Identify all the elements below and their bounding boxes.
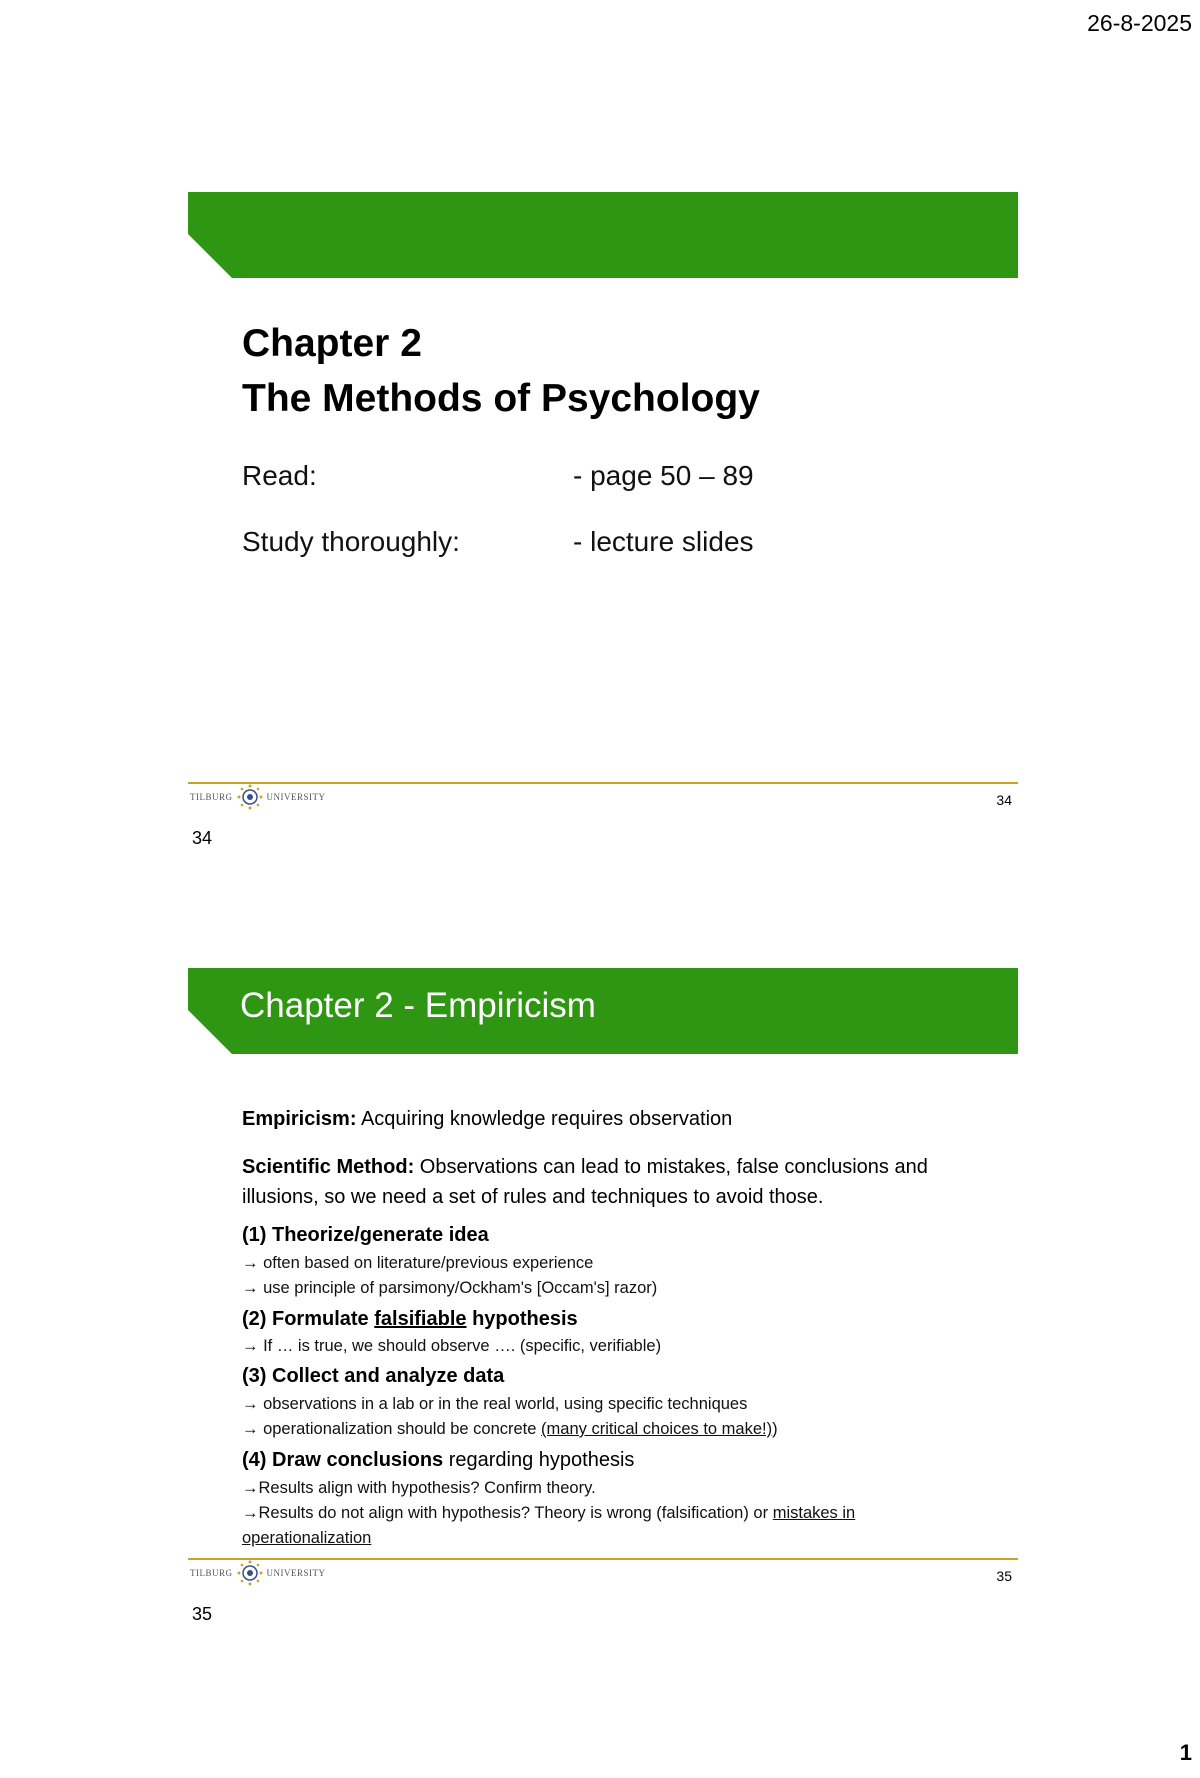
step-2-sub-1: → If … is true, we should observe …. (specific, verifiable) [242, 1337, 662, 1355]
method-text: Observations can lead to mistakes, false conclusions and illusions, so we need a set of rules and techniques to avoid those. [242, 1156, 928, 1208]
step-2-post: hypothesis [466, 1308, 578, 1330]
step-3-sub-2-post: ) [772, 1420, 778, 1438]
scientific-method-definition [242, 1152, 1002, 1212]
step-4-title [242, 1449, 1002, 1472]
slide-title: Chapter 2 - Empiricism [240, 986, 596, 1025]
crest-icon [237, 784, 263, 810]
step-4-bold: (4) Draw conclusions [242, 1449, 444, 1471]
page-slide-number: 35 [192, 1604, 213, 1624]
step-2-title [242, 1308, 1002, 1331]
crest-icon [237, 1560, 263, 1586]
logo-text-left: TILBURG [190, 1568, 233, 1578]
banner-notch [188, 1010, 232, 1054]
header-date: 26-8-2025 [1087, 10, 1192, 36]
read-label: Read: [242, 460, 317, 491]
banner-notch [188, 234, 232, 278]
step-3-sub-2-pre: → operationalization should be concrete [242, 1420, 542, 1438]
logo-text-left: TILBURG [190, 792, 233, 802]
step-4-sub-2-pre: →Results do not align with hypothesis? Theory is wrong (falsification) or [242, 1504, 773, 1522]
university-logo [190, 1560, 326, 1586]
page-slide-number: 34 [192, 828, 213, 848]
slide-banner [188, 192, 1018, 278]
step-4-sub-2-underlined: mistakes in operationalization [242, 1504, 856, 1547]
step-3-sub-1: → observations in a lab or in the real world, using specific techniques [242, 1395, 748, 1413]
study-label: Study thoroughly: [242, 526, 460, 557]
step-4-rest: regarding hypothesis [443, 1449, 635, 1471]
slide-number: 34 [996, 792, 1012, 808]
step-4-sub-1: →Results align with hypothesis? Confirm theory. [242, 1479, 596, 1497]
logo-text-right: UNIVERSITY [266, 792, 326, 802]
step-2-pre: (2) Formulate [242, 1308, 375, 1330]
method-term: Scientific Method: [242, 1156, 415, 1178]
step-1-sub-2: → use principle of parsimony/Ockham's [Occam's] razor) [242, 1279, 658, 1297]
empiricism-term: Empiricism: [242, 1108, 357, 1130]
page-number: 1 [1179, 1740, 1192, 1765]
slide-34 [188, 192, 1018, 848]
step-3-title: (3) Collect and analyze data [242, 1365, 505, 1387]
step-1-sub-1: → often based on literature/previous experience [242, 1254, 594, 1272]
step-1-title: (1) Theorize/generate idea [242, 1224, 489, 1246]
university-logo [190, 784, 326, 810]
slide-title-line1: Chapter 2 [242, 322, 422, 365]
step-3-sub-2-underlined: (many critical choices to make!) [541, 1420, 773, 1438]
slide-banner [188, 968, 1018, 1054]
empiricism-definition [242, 1104, 1002, 1134]
read-value: - page 50 – 89 [573, 460, 754, 491]
slide-35 [188, 968, 1018, 1624]
empiricism-text: Acquiring knowledge requires observation [356, 1108, 733, 1130]
step-2-underlined: falsifiable [374, 1308, 467, 1330]
slide-number: 35 [996, 1568, 1012, 1584]
step-3-sub-2 [242, 1417, 1002, 1442]
study-value: - lecture slides [573, 526, 754, 557]
step-4-sub-2 [242, 1501, 942, 1551]
slide-title-line2: The Methods of Psychology [242, 377, 760, 420]
logo-text-right: UNIVERSITY [266, 1568, 326, 1578]
